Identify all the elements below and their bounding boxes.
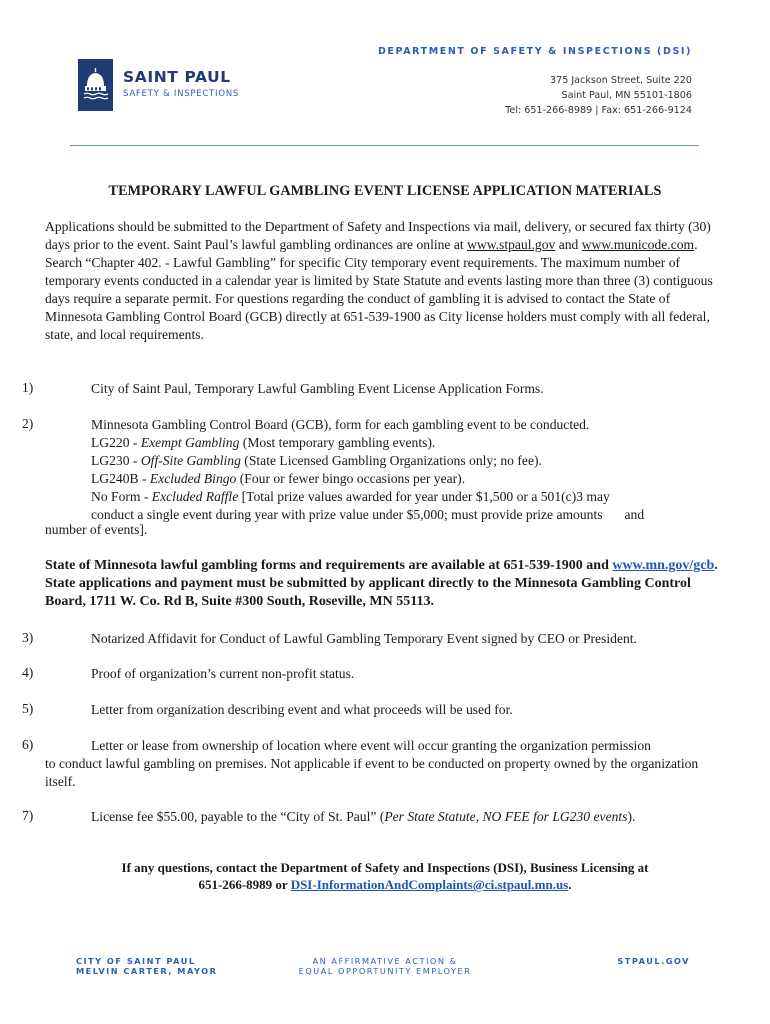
- item-5-number: 5): [22, 701, 34, 716]
- item-1-text: City of Saint Paul, Temporary Lawful Gambling Event License Application Forms.: [91, 381, 544, 396]
- saint-paul-logo: [78, 59, 113, 111]
- no-form-line: No Form - Excluded Raffle [Total prize values awarded for year under $1,500 or a 501(c)3 may: [91, 489, 610, 504]
- item-7-number: 7): [22, 808, 34, 823]
- department-heading: DEPARTMENT OF SAFETY & INSPECTIONS (DSI): [377, 46, 692, 57]
- address-city: Saint Paul, MN 55101-1806: [561, 90, 692, 101]
- no-form-line-3: number of events].: [45, 522, 148, 537]
- item-6-text-continued: to conduct lawful gambling on premises. Not applicable if event to be conducted on property owned by the organization itself.: [45, 756, 699, 789]
- intro-text-3: . Search “Chapter 402. - Lawful Gambling” for specific City temporary event requirements. The maximum number of temporary events conducted in a calendar year is limited by State Statute and events lasting more than three (3) contiguous days require a separate permit. For questions regarding the conduct of gambling it is advised to contact the State of Minnesota Gambling Control Board (GCB) directly at 651-539-1900 as City license holders must comply with all federal, state, and local requirements.: [45, 237, 713, 342]
- municode-link[interactable]: www.municode.com: [581, 237, 695, 252]
- stpaul-gov-link[interactable]: www.stpaul.gov: [467, 237, 556, 252]
- item-2-number: 2): [22, 416, 34, 431]
- header-divider: [70, 145, 699, 146]
- office-address: [505, 73, 692, 118]
- contact-line-1: If any questions, contact the Department of Safety and Inspections (DSI), Business Licensing at: [121, 860, 649, 875]
- item-1-number: 1): [22, 380, 34, 395]
- item-7-text: License fee $55.00, payable to the “City of St. Paul” (Per State Statute, NO FEE for LG230 events).: [91, 809, 636, 824]
- item-3-text: Notarized Affidavit for Conduct of Lawful Gambling Temporary Event signed by CEO or President.: [91, 631, 637, 646]
- footer-city-name: CITY OF SAINT PAUL: [76, 956, 196, 966]
- item-5-text: Letter from organization describing event and what proceeds will be used for.: [91, 702, 513, 717]
- address-phone: Tel: 651-266-8989 | Fax: 651-266-9124: [505, 105, 692, 116]
- item-4-text: Proof of organization’s current non-profit status.: [91, 666, 355, 681]
- item-4-number: 4): [22, 665, 34, 680]
- item-2-text: Minnesota Gambling Control Board (GCB), form for each gambling event to be conducted.: [91, 417, 590, 432]
- item-6-text: Letter or lease from ownership of location where event will occur granting the organization permission: [91, 738, 651, 753]
- footer-employer-line1: AN AFFIRMATIVE ACTION &: [312, 956, 458, 966]
- intro-text-1: Applications should be submitted to the Department of Safety and Inspections via mail, delivery, or secured fax thirty (30) days prior to the event. Saint Paul’s lawful gambling ordinances are online at: [45, 219, 711, 252]
- contact-note: [0, 859, 770, 893]
- no-form-line-2: conduct a single event during year with prize value under $5,000; must provide prize amounts and: [91, 507, 645, 522]
- brand-name: SAINT PAUL: [123, 68, 231, 86]
- document-title: TEMPORARY LAWFUL GAMBLING EVENT LICENSE APPLICATION MATERIALS: [108, 183, 662, 199]
- footer-employer-line2: EQUAL OPPORTUNITY EMPLOYER: [298, 966, 472, 976]
- address-street: 375 Jackson Street, Suite 220: [549, 75, 692, 86]
- dsi-email-link[interactable]: DSI-InformationAndComplaints@ci.stpaul.mn.us: [290, 877, 569, 892]
- lg220-line: LG220 - Exempt Gambling (Most temporary gambling events).: [91, 435, 436, 450]
- lg240b-line: LG240B - Excluded Bingo (Four or fewer bingo occasions per year).: [91, 471, 466, 486]
- intro-text-2: and: [555, 237, 582, 252]
- contact-line-2: 651-266-8989 or DSI-InformationAndComplaints@ci.stpaul.mn.us.: [198, 877, 572, 892]
- item-3-number: 3): [22, 630, 34, 645]
- state-requirements-note: State of Minnesota lawful gambling forms and requirements are available at 651-539-1900 and www.mn.gov/gcb. State applications and payment must be submitted by applicant directly to the Minnesota Gambling Control Board, 1711 W. Co. Rd B, Suite #300 South, Roseville, MN 55113.: [45, 558, 718, 609]
- footer-website-link[interactable]: STPAUL.GOV: [617, 956, 690, 966]
- item-6-number: 6): [22, 737, 34, 752]
- brand-subtitle: SAFETY & INSPECTIONS: [123, 89, 239, 99]
- mn-gov-gcb-link[interactable]: www.mn.gov/gcb: [612, 558, 715, 573]
- lg230-line: LG230 - Off-Site Gambling (State Licensed Gambling Organizations only; no fee).: [91, 453, 542, 468]
- intro-paragraph: [45, 218, 730, 344]
- cathedral-dome-icon: [78, 59, 113, 111]
- footer-mayor: MELVIN CARTER, MAYOR: [76, 966, 218, 976]
- item-2-block: [91, 416, 731, 524]
